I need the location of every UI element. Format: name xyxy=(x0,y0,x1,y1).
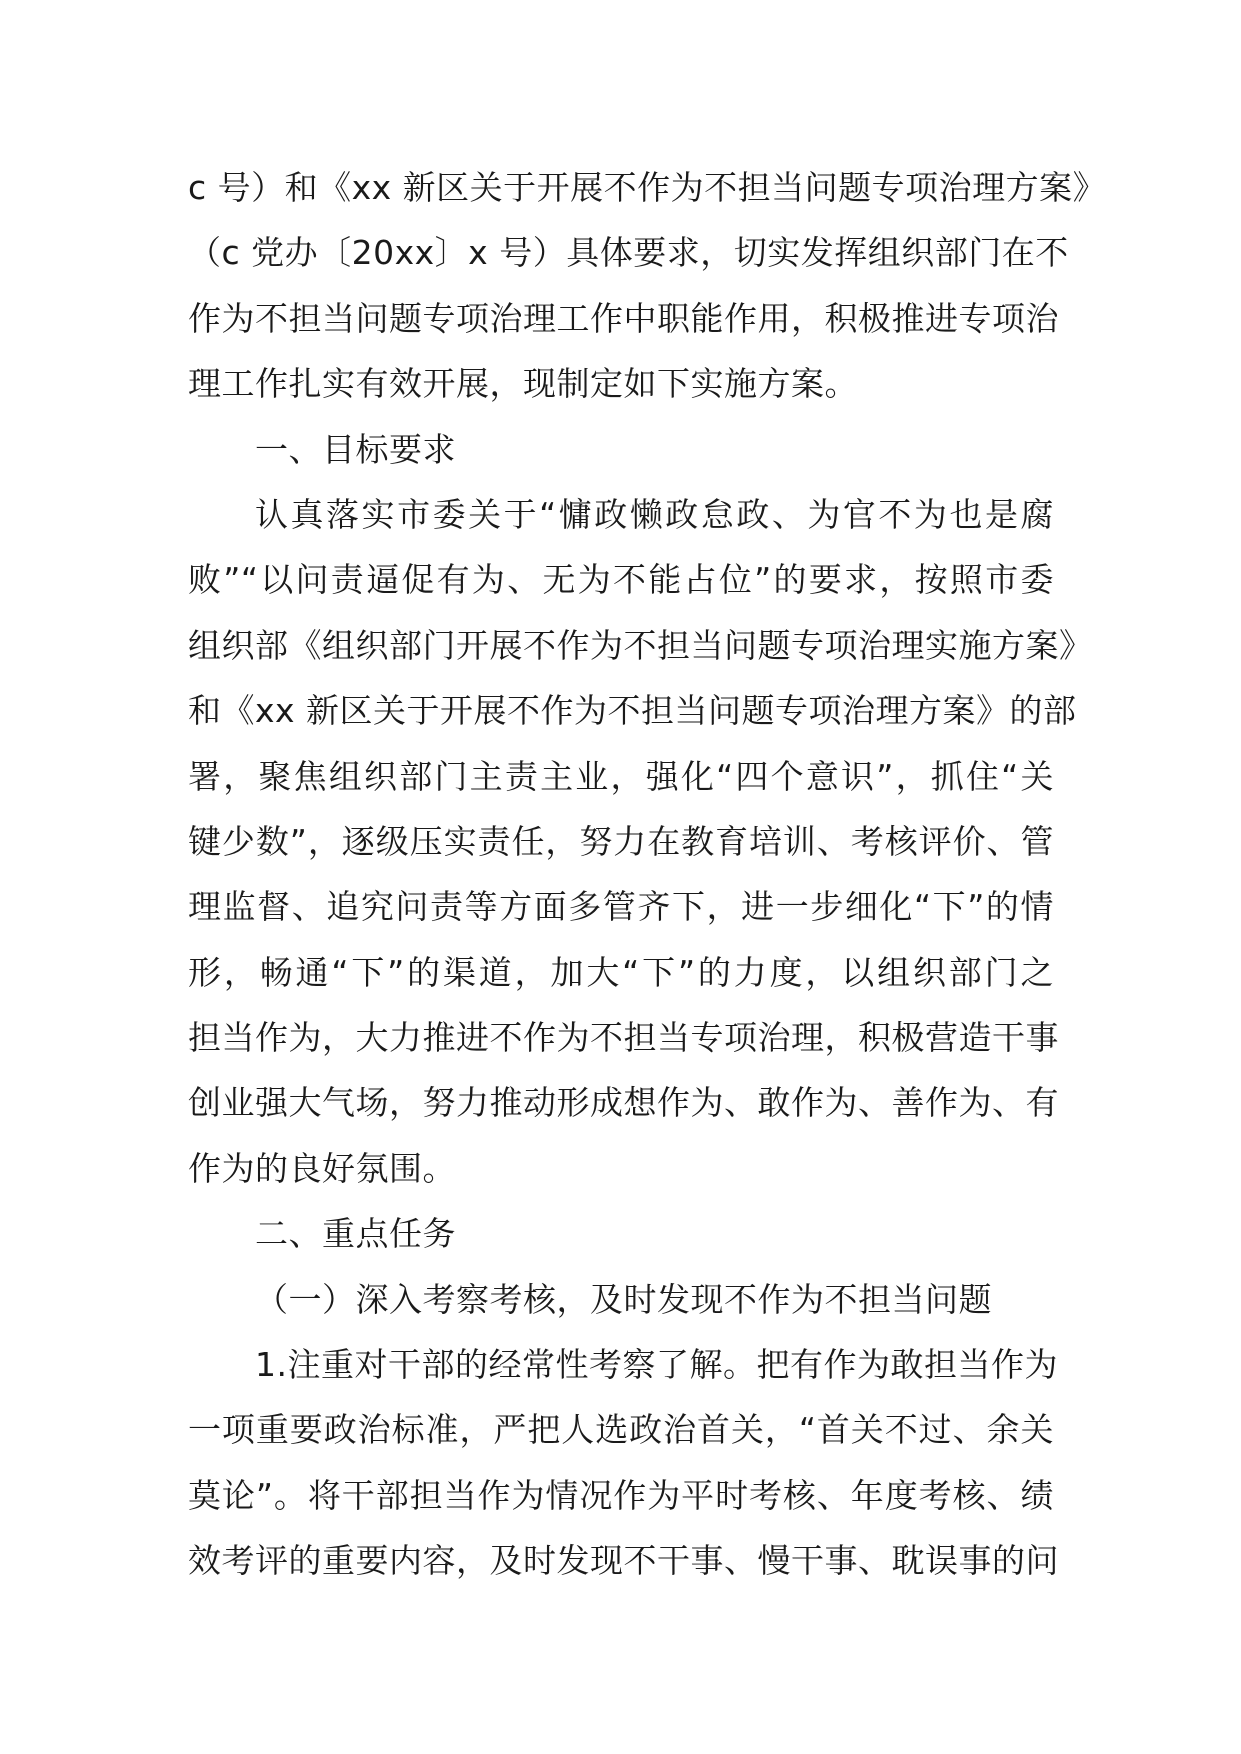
text-line: 二、重点任务 xyxy=(255,1214,456,1254)
text-line: 键少数”，逐级压实责任，努力在教育培训、考核评价、管 xyxy=(188,821,1054,861)
text-line: 作为的良好氛围。 xyxy=(188,1148,456,1188)
text-line: 莫论”。将干部担当作为情况作为平时考核、年度考核、绩 xyxy=(188,1475,1054,1515)
text-line: （c 党办〔20xx〕x 号）具体要求，切实发挥组织部门在不 xyxy=(188,233,1069,273)
text-line: 创业强大气场，努力推动形成想作为、敢作为、善作为、有 xyxy=(188,1083,1059,1123)
text-line: 形，畅通“下”的渠道，加大“下”的力度，以组织部门之 xyxy=(188,952,1054,992)
text-line: 理工作扎实有效开展，现制定如下实施方案。 xyxy=(188,364,858,404)
document-body xyxy=(188,155,1107,1594)
text-line: 署，聚焦组织部门主责主业，强化“四个意识”，抓住“关 xyxy=(188,756,1054,796)
text-line: 认真落实市委关于“慵政懒政怠政、为官不为也是腐 xyxy=(255,494,1054,534)
text-line: 一项重要政治标准，严把人选政治首关，“首关不过、余关 xyxy=(188,1410,1054,1450)
text-line: 担当作为，大力推进不作为不担当专项治理，积极营造干事 xyxy=(188,1018,1059,1058)
text-line: c 号）和《xx 新区关于开展不作为不担当问题专项治理方案》 xyxy=(188,168,1107,207)
text-line: 败”“以问责逼促有为、无为不能占位”的要求，按照市委 xyxy=(188,560,1054,600)
text-line: 一、目标要求 xyxy=(255,429,456,469)
text-line: 理监督、追究问责等方面多管齐下，进一步细化“下”的情 xyxy=(188,887,1054,927)
text-line: 组织部《组织部门开展不作为不担当问题专项治理实施方案》 xyxy=(188,625,1093,665)
text-line: 效考评的重要内容，及时发现不干事、慢干事、耽误事的问 xyxy=(188,1541,1059,1581)
text-line: 和《xx 新区关于开展不作为不担当问题专项治理方案》的部 xyxy=(188,691,1077,731)
text-line: （一）深入考察考核，及时发现不作为不担当问题 xyxy=(255,1279,992,1319)
text-line: 1.注重对干部的经常性考察了解。把有作为敢担当作为 xyxy=(255,1345,1058,1385)
text-line: 作为不担当问题专项治理工作中职能作用，积极推进专项治 xyxy=(188,298,1059,338)
